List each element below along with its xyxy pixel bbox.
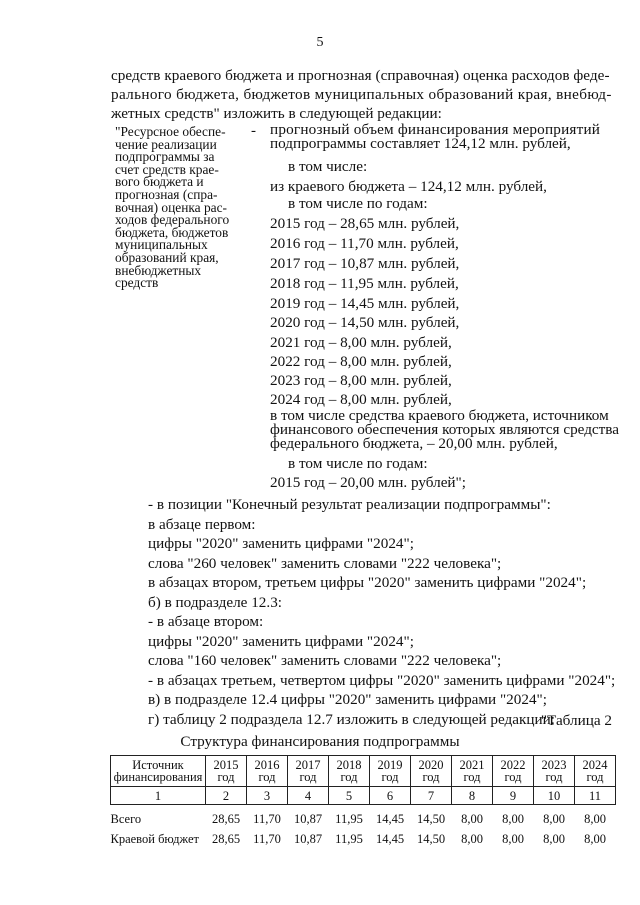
- federal-year-line: 2015 год – 20,00 млн. рублей";: [270, 474, 466, 491]
- column-number-cell: 1: [111, 787, 206, 805]
- instruction-line: слова "260 человек" заменить словами "222 человека";: [148, 554, 502, 572]
- intro-paragraph: [111, 66, 612, 123]
- resource-label-line: "Ресурсное обеспе-: [115, 124, 226, 139]
- year-label: 2019: [377, 758, 403, 772]
- instruction-line: цифры "2020" заменить цифрами "2024";: [148, 535, 414, 552]
- column-number-cell: 2: [206, 787, 247, 805]
- year-line-2020: 2020 год – 14,50 млн. рублей,: [270, 314, 460, 331]
- table-cell: 14,50: [416, 832, 446, 846]
- source-header-cell: [111, 756, 206, 787]
- table-cell: 11,70: [253, 812, 281, 826]
- intro-line: жетных средств" изложить в следующей редакции:: [111, 105, 442, 122]
- forecast-line: подпрограммы составляет 124,12 млн. рублей,: [270, 135, 571, 152]
- year-header-cell: [370, 756, 411, 787]
- table-cell: 10,87: [293, 812, 323, 826]
- table-cell: 8,00: [461, 812, 483, 826]
- year-unit: год: [504, 770, 522, 784]
- column-number-cell: 5: [329, 787, 370, 805]
- federal-line: в том числе средства краевого бюджета, источником: [270, 407, 609, 424]
- instruction-list: [148, 495, 615, 729]
- year-line-2017: 2017 год – 10,87 млн. рублей,: [270, 255, 460, 272]
- year-label: 2020: [418, 758, 444, 772]
- instruction-line: г) таблицу 2 подраздела 12.7 изложить в следующей редакции:: [148, 710, 555, 728]
- year-label: 2015: [213, 758, 239, 772]
- year-label: 2022: [500, 758, 526, 772]
- year-unit: год: [340, 770, 358, 784]
- resource-label-line: прогнозная (спра-: [115, 186, 218, 202]
- table-cell: 8,00: [502, 832, 524, 846]
- table-cell: 8,00: [543, 832, 565, 846]
- table-cell: 8,00: [584, 812, 606, 826]
- year-header-cell: [575, 756, 616, 787]
- year-unit: год: [299, 770, 317, 784]
- instruction-line: - в абзаце втором:: [148, 613, 264, 630]
- intro-line: средств краевого бюджета и прогнозная (справочная) оценка расходов феде-: [111, 67, 610, 84]
- instruction-line: слова "160 человек" заменить словами "222 человека";: [148, 652, 502, 669]
- row-label: Всего: [110, 812, 142, 826]
- year-label: 2018: [336, 758, 362, 772]
- instruction-line: в абзацах втором, третьем цифры "2020" заменить цифрами "2024";: [148, 574, 587, 591]
- resource-label-line: ходов федерального: [115, 212, 230, 228]
- resource-label-line: средств: [115, 275, 159, 291]
- table-cell: 8,00: [461, 832, 483, 846]
- resource-label-line: внебюджетных: [115, 262, 202, 278]
- federal-line: финансового обеспечения которых являются средства: [270, 421, 620, 438]
- table-cell: 10,87: [293, 832, 323, 846]
- table-cell: 14,45: [375, 832, 405, 846]
- including-by-years-2: в том числе по годам:: [288, 455, 428, 472]
- table-row: [111, 805, 616, 826]
- year-header-cell: [411, 756, 452, 787]
- year-label: 2017: [295, 758, 321, 772]
- year-header-cell: [206, 756, 247, 787]
- year-unit: год: [258, 770, 276, 784]
- row-label: Краевой бюджет: [110, 832, 199, 846]
- year-unit: год: [586, 770, 604, 784]
- table-header-row: [111, 756, 616, 787]
- year-unit: год: [422, 770, 440, 784]
- including-by-years: в том числе по годам:: [288, 195, 428, 212]
- list-dash: -: [251, 123, 256, 139]
- column-number-cell: 8: [452, 787, 493, 805]
- year-header-cell: [247, 756, 288, 787]
- year-line-2021: 2021 год – 8,00 млн. рублей,: [270, 334, 452, 351]
- table-cell: 8,00: [584, 832, 606, 846]
- year-header-cell: [329, 756, 370, 787]
- resource-label-line: счет средств крае-: [115, 161, 219, 177]
- including-label: в том числе:: [288, 158, 368, 175]
- table-row: [111, 825, 616, 845]
- table-cell: 14,45: [375, 812, 405, 826]
- table-title: Структура финансирования подпрограммы: [180, 733, 460, 750]
- page-number: 5: [316, 35, 324, 50]
- year-label: 2021: [459, 758, 485, 772]
- year-header-cell: [288, 756, 329, 787]
- column-number-row: [111, 787, 616, 805]
- table-cell: 8,00: [543, 812, 565, 826]
- year-header-cell: [493, 756, 534, 787]
- year-line-2022: 2022 год – 8,00 млн. рублей,: [270, 353, 452, 370]
- column-number-cell: 9: [493, 787, 534, 805]
- table-cell: 28,65: [211, 812, 241, 826]
- year-unit: год: [381, 770, 399, 784]
- table-cell: 14,50: [416, 812, 446, 826]
- year-unit: год: [217, 770, 235, 784]
- year-line-2024: 2024 год – 8,00 млн. рублей,: [270, 391, 452, 408]
- table-cell: 28,65: [211, 832, 241, 846]
- resource-label-line: подпрограммы за: [115, 149, 215, 165]
- year-line-2019: 2019 год – 14,45 млн. рублей,: [270, 295, 460, 312]
- financing-table: [110, 755, 616, 845]
- instruction-line: б) в подразделе 12.3:: [148, 593, 283, 611]
- year-label: 2016: [254, 758, 280, 772]
- resource-label-line: чение реализации: [115, 136, 217, 152]
- federal-line: федерального бюджета, – 20,00 млн. рублей,: [270, 435, 558, 452]
- regional-budget-total: из краевого бюджета – 124,12 млн. рублей,: [270, 178, 547, 195]
- source-header-line: финансирования: [113, 770, 203, 784]
- source-header-line: Источник: [132, 758, 184, 772]
- table-caption: "Таблица 2: [540, 712, 612, 729]
- instruction-line: - в позиции "Конечный результат реализации подпрограммы":: [148, 496, 551, 513]
- resource-label-line: бюджета, бюджетов: [115, 224, 229, 240]
- resource-label-line: вого бюджета и: [115, 174, 204, 190]
- forecast-line: прогнозный объем финансирования мероприятий: [270, 121, 601, 138]
- column-number-cell: 3: [247, 787, 288, 805]
- year-unit: год: [463, 770, 481, 784]
- table-cell: 8,00: [502, 812, 524, 826]
- year-line-2018: 2018 год – 11,95 млн. рублей,: [270, 275, 459, 292]
- year-header-cell: [534, 756, 575, 787]
- resource-label: [115, 126, 265, 290]
- column-number-cell: 11: [575, 787, 616, 805]
- resource-label-line: муниципальных: [115, 237, 208, 253]
- instruction-line: в) в подразделе 12.4 цифры "2020" заменить цифрами "2024";: [148, 691, 547, 708]
- instruction-line: в абзаце первом:: [148, 515, 256, 533]
- resource-label-line: вочная) оценка рас-: [115, 199, 227, 215]
- year-line-2015: 2015 год – 28,65 млн. рублей,: [270, 215, 460, 232]
- resource-label-line: образований края,: [115, 249, 219, 265]
- table-cell: 11,95: [335, 812, 363, 826]
- intro-line: рального бюджета, бюджетов муниципальных образований края, внебюд-: [111, 86, 612, 103]
- year-line-2023: 2023 год – 8,00 млн. рублей,: [270, 372, 452, 389]
- year-label: 2023: [541, 758, 567, 772]
- table-cell: 11,70: [253, 832, 281, 846]
- column-number-cell: 6: [370, 787, 411, 805]
- column-number-cell: 10: [534, 787, 575, 805]
- column-number-cell: 4: [288, 787, 329, 805]
- column-number-cell: 7: [411, 787, 452, 805]
- year-unit: год: [545, 770, 563, 784]
- year-line-2016: 2016 год – 11,70 млн. рублей,: [270, 235, 459, 252]
- year-label: 2024: [582, 758, 608, 772]
- instruction-line: - в абзацах третьем, четвертом цифры "2020" заменить цифрами "2024";: [148, 671, 616, 689]
- instruction-line: цифры "2020" заменить цифрами "2024";: [148, 632, 414, 650]
- year-header-cell: [452, 756, 493, 787]
- table-cell: 11,95: [335, 832, 363, 846]
